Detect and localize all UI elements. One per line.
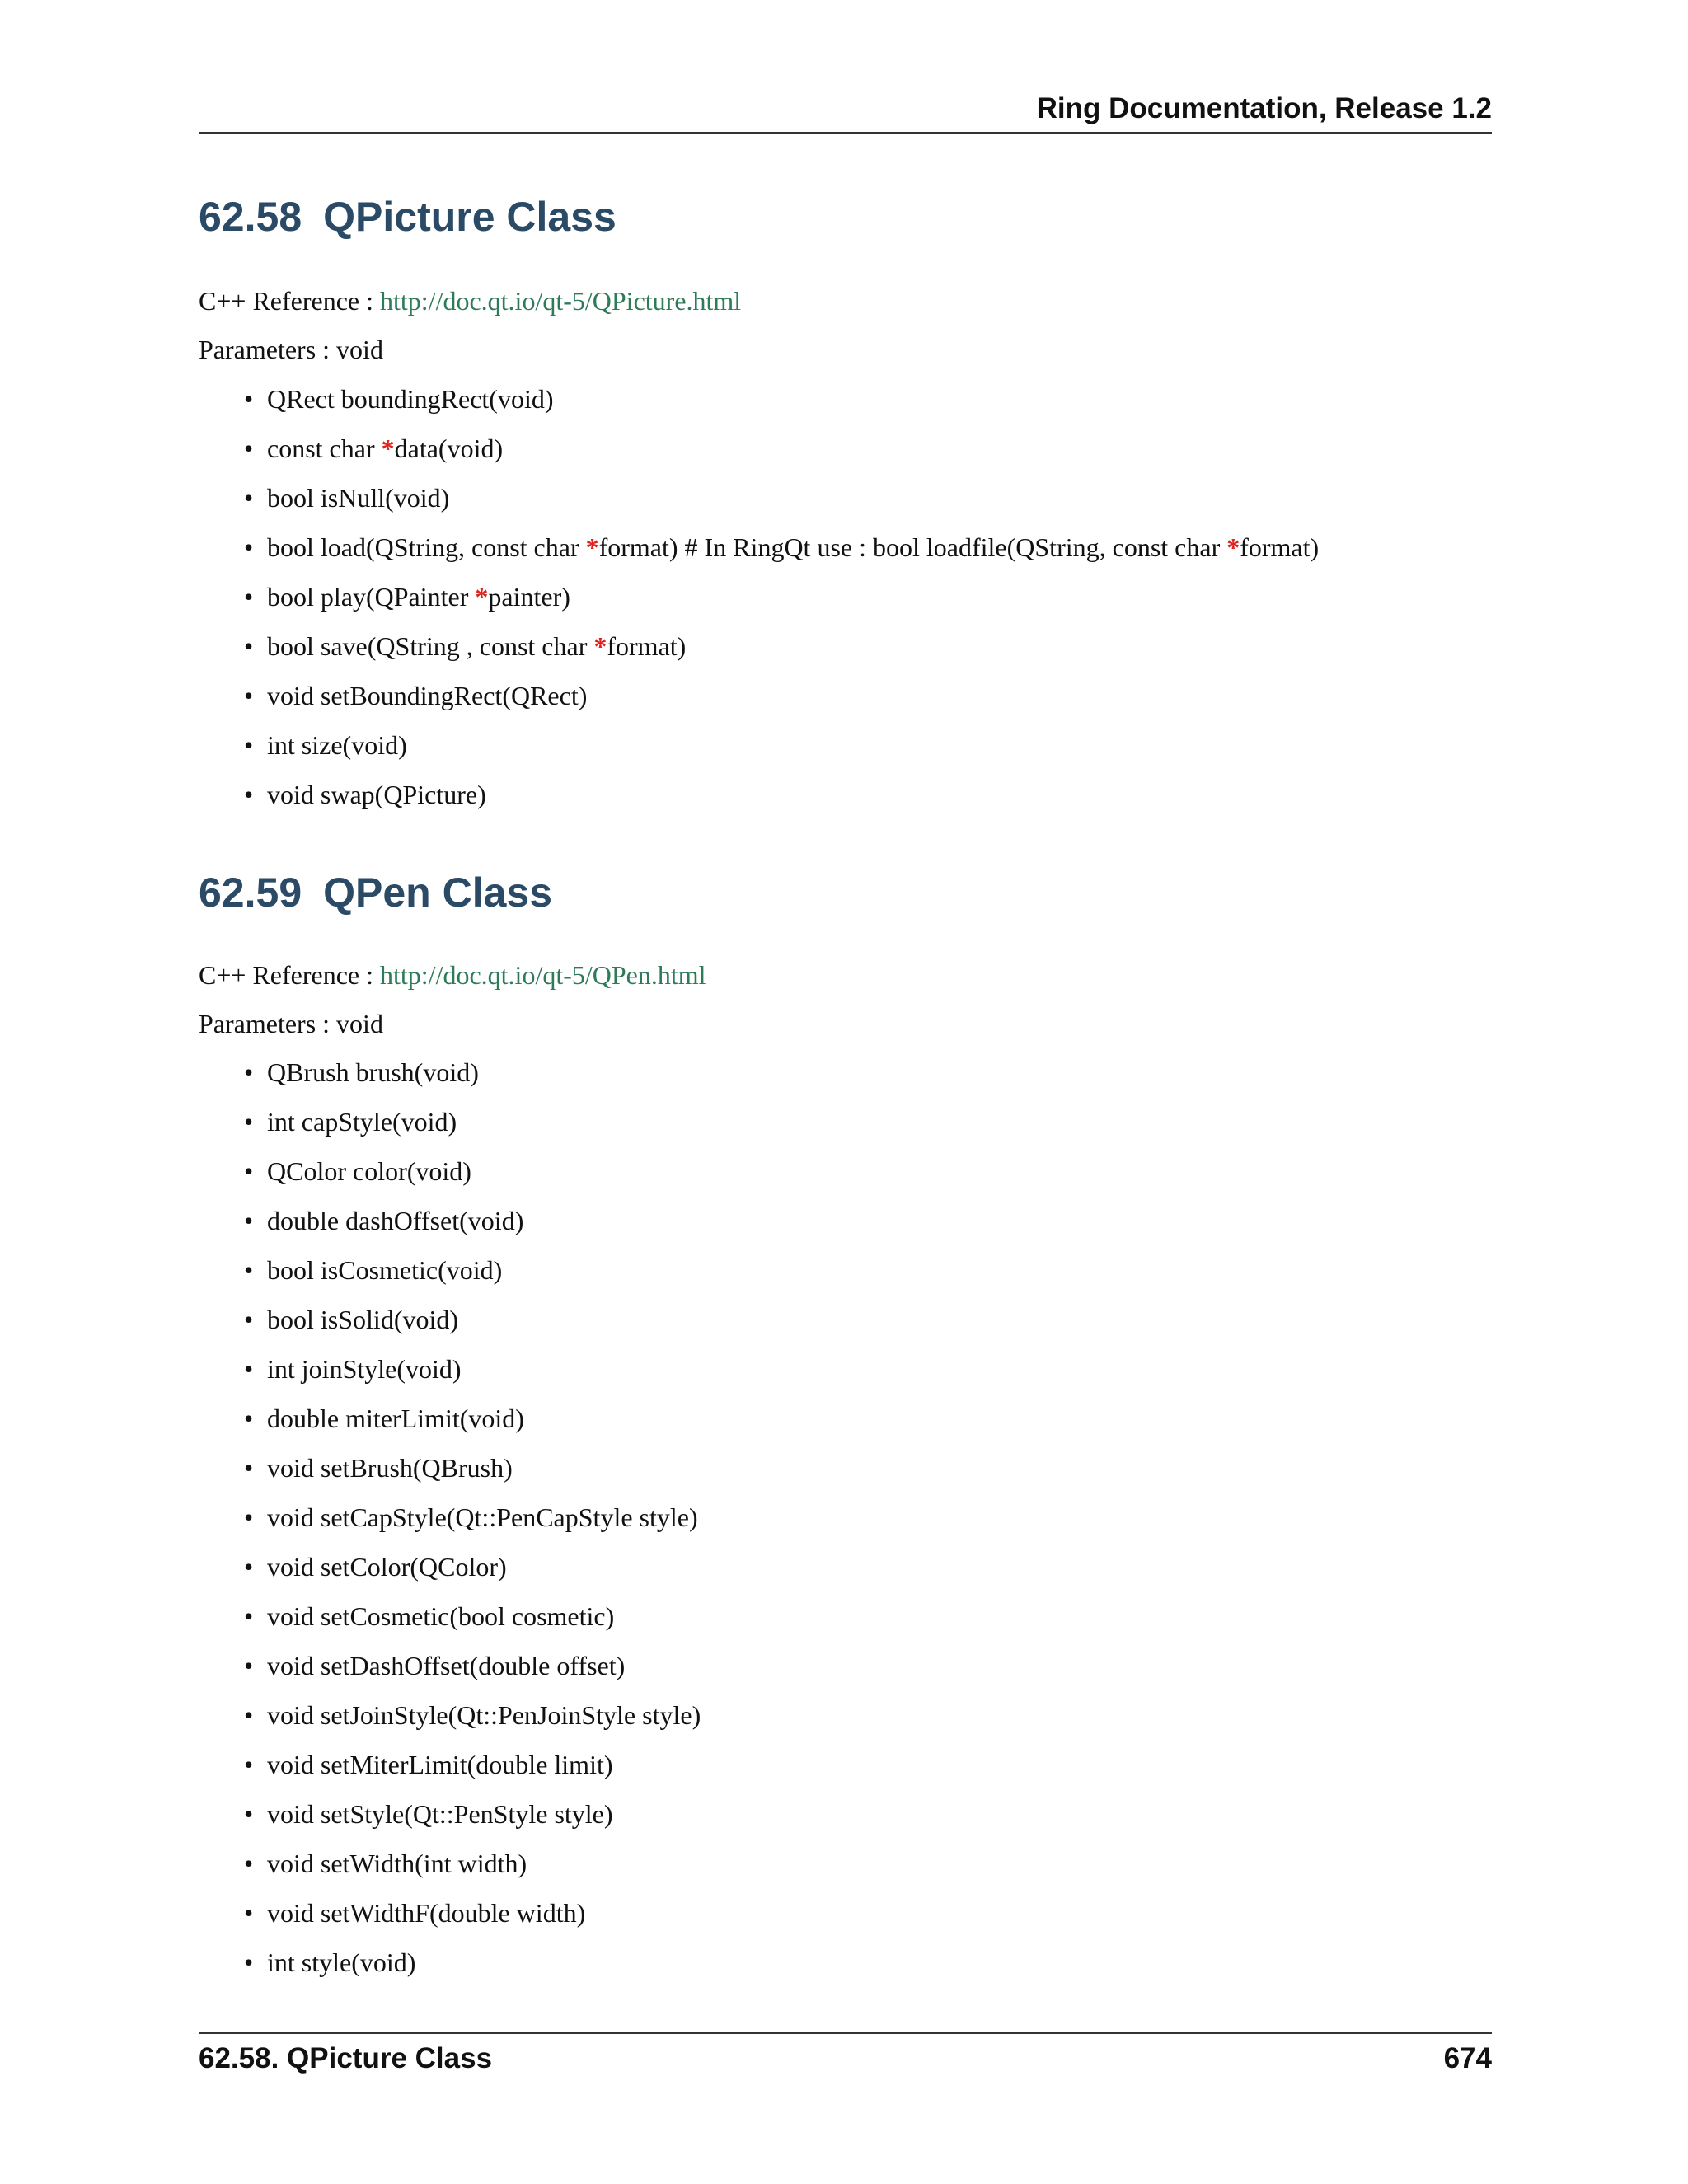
list-item <box>199 1896 701 1946</box>
method-text: int capStyle(void) <box>267 1107 457 1137</box>
list-item <box>199 531 1319 580</box>
list-item <box>199 729 1319 778</box>
method-text: void setStyle(Qt::PenStyle style) <box>267 1799 613 1829</box>
list-item <box>199 778 1319 827</box>
list-item <box>199 1303 701 1352</box>
method-text: void setCapStyle(Qt::PenCapStyle style) <box>267 1502 698 1532</box>
pointer-star: * <box>593 631 607 661</box>
method-text: int style(void) <box>267 1947 416 1977</box>
list-item <box>199 1451 701 1501</box>
reference-link[interactable]: http://doc.qt.io/qt-5/QPicture.html <box>380 286 742 316</box>
method-text: void setWidth(int width) <box>267 1849 528 1878</box>
method-list-qpen <box>199 1056 701 1995</box>
method-text: QRect boundingRect(void) <box>267 384 554 414</box>
page-number: 674 <box>1443 2042 1492 2074</box>
method-text: painter) <box>488 582 570 612</box>
method-text: QColor color(void) <box>267 1156 471 1186</box>
method-text: int size(void) <box>267 730 407 760</box>
method-text: format) <box>1240 532 1320 562</box>
pointer-star: * <box>381 434 395 463</box>
method-list-qpicture <box>199 382 1319 827</box>
method-text: bool save(QString , const char <box>267 631 594 661</box>
method-text: void setWidthF(double width) <box>267 1898 586 1928</box>
method-text: void setMiterLimit(double limit) <box>267 1750 613 1779</box>
method-text: bool load(QString, const char <box>267 532 586 562</box>
list-item <box>199 1699 701 1748</box>
list-item <box>199 1847 701 1896</box>
list-item <box>199 1105 701 1155</box>
list-item <box>199 481 1319 531</box>
parameters-qpicture: Parameters : void <box>199 335 383 364</box>
footer-section: 62.58. QPicture Class <box>199 2042 493 2074</box>
reference-label: C++ Reference : <box>199 286 373 316</box>
method-text: bool isNull(void) <box>267 483 450 513</box>
reference-link[interactable]: http://doc.qt.io/qt-5/QPen.html <box>380 960 706 990</box>
pointer-star: * <box>1226 532 1240 562</box>
list-item <box>199 1254 701 1303</box>
cpp-reference-qpen <box>199 958 706 991</box>
cpp-reference-qpicture <box>199 284 741 317</box>
list-item <box>199 1056 701 1105</box>
list-item <box>199 1797 701 1847</box>
page-footer <box>199 2032 1492 2083</box>
section-number: 62.58 <box>199 194 302 240</box>
list-item <box>199 1352 701 1402</box>
method-text: bool play(QPainter <box>267 582 476 612</box>
method-text: int joinStyle(void) <box>267 1354 462 1384</box>
list-item <box>199 1501 701 1550</box>
section-title: QPen Class <box>323 869 553 916</box>
section-title: QPicture Class <box>323 194 617 240</box>
list-item <box>199 1649 701 1699</box>
page-header <box>199 92 1492 134</box>
list-item <box>199 382 1319 432</box>
parameters-qpen: Parameters : void <box>199 1009 383 1038</box>
list-item <box>199 1402 701 1451</box>
method-text: double miterLimit(void) <box>267 1404 524 1433</box>
method-text: void setJoinStyle(Qt::PenJoinStyle style) <box>267 1700 701 1730</box>
method-text: const char <box>267 434 382 463</box>
method-text: void setColor(QColor) <box>267 1552 507 1582</box>
document-title: Ring Documentation, Release 1.2 <box>1036 92 1492 124</box>
section-number: 62.59 <box>199 869 302 916</box>
method-text: void swap(QPicture) <box>267 780 486 809</box>
pointer-star: * <box>585 532 599 562</box>
list-item <box>199 679 1319 729</box>
reference-label: C++ Reference : <box>199 960 373 990</box>
list-item <box>199 1155 701 1204</box>
list-item <box>199 1946 701 1995</box>
method-text: format) # In RingQt use : bool loadfile(QString, const char <box>598 532 1227 562</box>
method-text: double dashOffset(void) <box>267 1206 524 1235</box>
list-item <box>199 1204 701 1254</box>
section-heading-qpicture <box>199 192 617 241</box>
pointer-star: * <box>475 582 489 612</box>
method-text: bool isSolid(void) <box>267 1305 459 1334</box>
section-heading-qpen <box>199 868 552 917</box>
method-text: data(void) <box>394 434 504 463</box>
list-item <box>199 1600 701 1649</box>
method-text: QBrush brush(void) <box>267 1057 479 1087</box>
method-text: void setBrush(QBrush) <box>267 1453 513 1483</box>
list-item <box>199 432 1319 481</box>
list-item <box>199 580 1319 630</box>
method-text: void setBoundingRect(QRect) <box>267 681 588 710</box>
list-item <box>199 1748 701 1797</box>
method-text: bool isCosmetic(void) <box>267 1255 503 1285</box>
list-item <box>199 1550 701 1600</box>
method-text: void setDashOffset(double offset) <box>267 1651 626 1680</box>
list-item <box>199 630 1319 679</box>
method-text: format) <box>607 631 687 661</box>
method-text: void setCosmetic(bool cosmetic) <box>267 1601 615 1631</box>
